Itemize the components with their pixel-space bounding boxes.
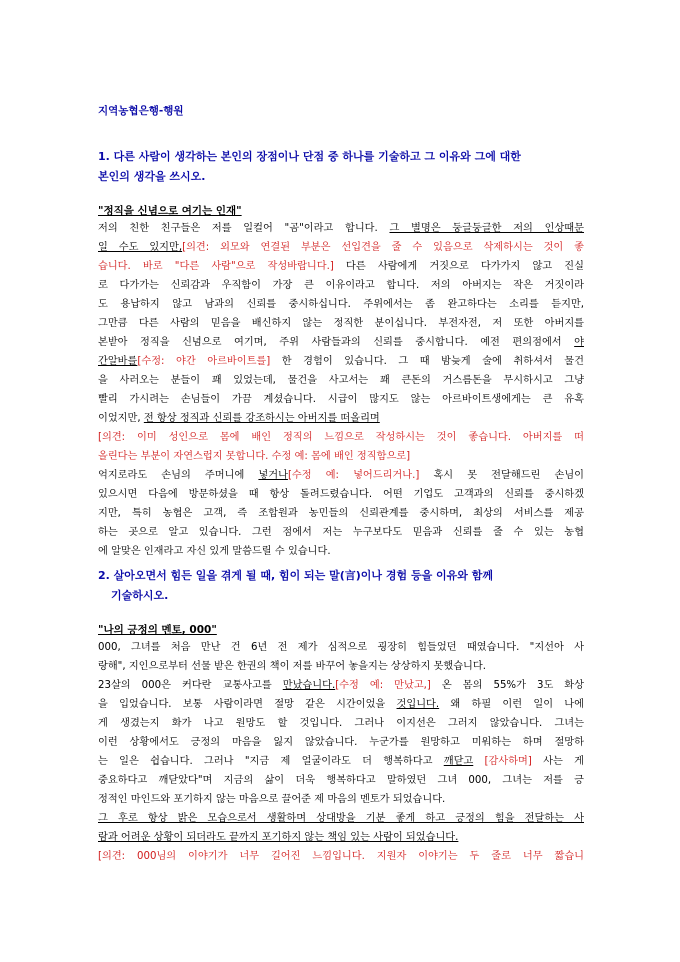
question-2-line-1: 2. 살아오면서 힘든 일을 겪게 될 때, 힘이 되는 말(言)이나 경험 등을 이유와 함께 — [98, 569, 494, 582]
correction: [수정: 야간 아르바이트를] — [137, 356, 271, 367]
question-2 — [98, 566, 584, 606]
answer-1-line: 지만, 특히 농협은 고객, 즉 조합원과 농민들의 신뢰관계를 중시하며, 최상의 서비스를 제공 — [98, 508, 584, 519]
answer-2-line: 랑해", 지인으로부터 선물 받은 한권의 책이 저를 바꾸어 놓을지는 상상하지 못했습니다. — [98, 661, 486, 672]
question-1-line-1: 1. 다른 사람이 생각하는 본인의 장점이나 단점 중 하나를 기술하고 그 이유와 그에 대한 — [98, 150, 521, 163]
answer-1-line: 로 다가가는 신뢰감과 우직함이 가장 큰 이유이라고 합니다. 저의 아버지는 작은 거짓이라 — [98, 280, 584, 291]
question-2-line-2: 기술하시오. — [111, 589, 169, 602]
answer-2-line: 중요하다고 깨닫았다"며 지금의 삶이 더욱 행복하다고 말하였던 그녀 000, 그녀는 저를 긍 — [98, 775, 584, 786]
document-title: 지역농협은행-행원 — [98, 105, 184, 117]
question-1-line-2: 본인의 생각을 쓰시오. — [98, 170, 206, 183]
answer-2-line: 23살의 000은 커다란 교통사고를 만났습니다.[수정 예: 만났고,] 온 몸의 55%가 3도 화상 — [98, 680, 584, 691]
answer-1-line: 본받아 정직을 신념으로 여기며, 주위 사람들과의 신뢰를 중시합니다. 예전 편의점에서 야 — [98, 337, 584, 348]
comment: [의견: 000님의 이야기가 너무 길어진 느낌입니다. 지원자 이야기는 두 줄로 너무 짧습니 — [98, 851, 584, 862]
comment: 올린다는 부분이 자연스럽지 못합니다. 수정 예: 몸에 배인 정직함으로] — [98, 451, 411, 462]
answer-1-line: 저의 친한 친구들은 저를 일컬어 "곰"이라고 합니다. 그 별명은 둥글둥글한 저의 인상때문 — [98, 223, 584, 234]
answer-2-line: 는 일은 쉽습니다. 그러나 "지금 제 얼굴이라도 더 행복하다고 깨닫고 [감사하며] 사는 게 — [98, 756, 584, 767]
answer-1-line: 있으시면 다음에 방문하셨을 때 항상 돌려드렸습니다. 어떤 기업도 고객과의 신뢰를 중시하겠 — [98, 489, 584, 500]
answer-1-body — [98, 219, 584, 561]
answer-2-line: 정적인 마인드와 포기하지 않는 마음으로 끌어준 제 마음의 멘토가 되었습니다. — [98, 794, 446, 805]
correction: [수정 예: 넣어드리거나.] — [287, 470, 420, 481]
correction: [수정 예: 만났고,] — [335, 680, 431, 691]
comment: 습니다. 바로 "다른 사람"으로 작성바랍니다.] — [98, 261, 334, 272]
answer-1-line: 에 알맞은 인재라고 자신 있게 말씀드릴 수 있습니다. — [98, 546, 331, 557]
question-1 — [98, 147, 584, 187]
answer-1-line: 억지로라도 손님의 주머니에 넣거나[수정 예: 넣어드리거나.] 혹시 못 전달해드린 손님이 — [98, 470, 584, 481]
answer-1-line: 간알바를[수정: 야간 아르바이트를] 한 경험이 있습니다. 그 때 밤늦게 술에 취하셔서 물건 — [98, 356, 584, 367]
answer-1-line: 빨리 가시려는 손님들이 가끔 계셨습니다. 시급이 많지도 않는 아르바이트생에게는 큰 유혹 — [98, 394, 584, 405]
answer-1-line: 이었지만, 전 항상 정직과 신뢰를 강조하시는 아버지를 떠올리며 — [98, 413, 380, 424]
answer-1-line: 습니다. 바로 "다른 사람"으로 작성바랍니다.] 다른 사람에게 거짓으로 다가가지 않고 진실 — [98, 261, 584, 272]
answer-2-line: 000, 그녀를 처음 만난 건 6년 전 제가 심적으로 굉장히 힘들었던 때였습니다. "지선아 사 — [98, 642, 584, 653]
answer-2-line: 게 생겼는지 화가 나고 원망도 할 것입니다. 그러나 이지선은 그러지 않았습니다. 그녀는 — [98, 718, 584, 729]
answer-2-heading: "나의 긍정의 멘토, 000" — [98, 624, 217, 636]
answer-1-heading: "정직을 신념으로 여기는 인재" — [98, 205, 242, 217]
answer-1-line: 일 수도 있지만,[의견: 외모와 연결된 부분은 선입견을 줄 수 있음으로 삭제하시는 것이 좋 — [98, 242, 584, 253]
correction: [감사하며] — [473, 756, 532, 767]
answer-1-line: 하는 곳으로 알고 있습니다. 그런 점에서 저는 누구보다도 믿음과 신뢰를 줄 수 있는 농협 — [98, 527, 584, 538]
answer-1-line: 을 사러오는 분들이 꽤 있었는데, 물건을 사고서는 꽤 큰돈의 거스름돈을 무시하시고 그냥 — [98, 375, 584, 386]
answer-2-line: 람과 어려운 상황이 되더라도 끝까지 포기하지 않는 책임 있는 사람이 되었습니다. — [98, 832, 459, 843]
answer-2-line: 을 입었습니다. 보통 사람이라면 절망 같은 시간이었을 것입니다. 왜 하필 이런 일이 나에 — [98, 699, 584, 710]
answer-1-line: 그만큼 다른 사람의 믿음을 배신하지 않는 정직한 분이십니다. 부전자전, 저 또한 아버지를 — [98, 318, 584, 329]
comment: [의견: 외모와 연결된 부분은 선입견을 줄 수 있음으로 삭제하시는 것이 좋 — [182, 242, 584, 253]
answer-2-line: 그 후로 항상 밝은 모습으로서 생활하며 상대방을 기분 좋게 하고 긍정의 힘을 전달하는 사 — [98, 813, 584, 824]
comment: [의견: 이미 성인으로 몸에 배인 정직의 느낌으로 작성하시는 것이 좋습니다. 아버지를 떠 — [98, 432, 584, 443]
answer-1-line: 도 용납하지 않고 남과의 신뢰를 중시하십니다. 주위에서는 좀 완고하다는 소리를 듣지만, — [98, 299, 584, 310]
answer-2-line: 이런 상황에서도 긍정의 마음을 잃지 않았습니다. 누군가를 원망하고 미워하는 하며 절망하 — [98, 737, 584, 748]
answer-2-body — [98, 638, 584, 866]
